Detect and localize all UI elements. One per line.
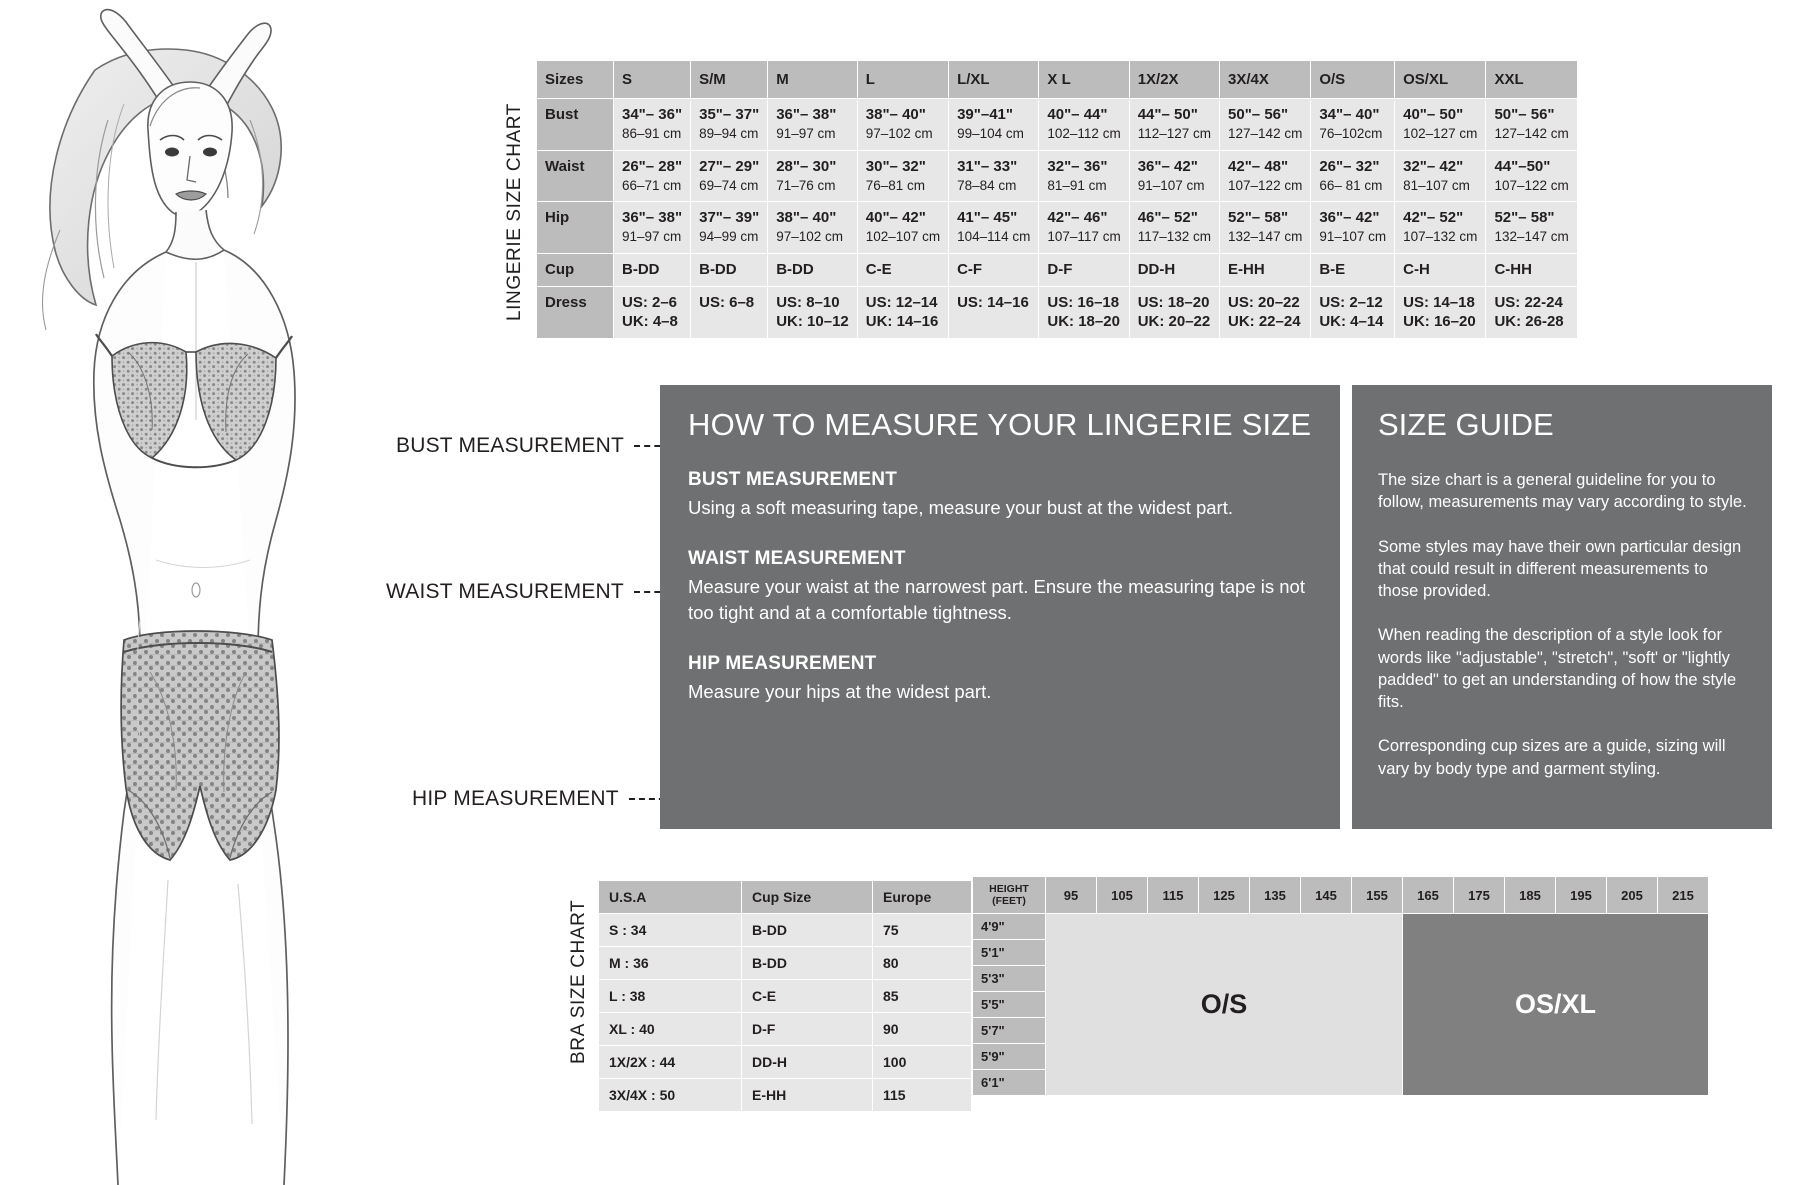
lingerie-header-0: Sizes — [537, 61, 614, 99]
value-cm: 76–81 cm — [865, 177, 926, 193]
table-header-row — [973, 877, 1709, 914]
bust-cell-3x4x — [1220, 99, 1311, 150]
row-label-dress: Dress — [537, 287, 614, 339]
hip-cell-os — [1311, 202, 1395, 253]
value-inches: 44"–50" — [1494, 157, 1551, 175]
waist-cell-os — [1311, 150, 1395, 201]
value-inches: 30"– 32" — [865, 157, 926, 175]
bust-cell-l — [857, 99, 948, 150]
value-inches: 36"– 38" — [776, 106, 837, 124]
value-cm: 66– 81 cm — [1319, 177, 1383, 193]
dress-cell-sm — [691, 287, 768, 339]
value-uk: UK: 18–20 — [1047, 313, 1120, 331]
bust-cell-os — [1311, 99, 1395, 150]
value-inches: 42"– 52" — [1403, 209, 1464, 227]
lingerie-header-11: XXL — [1486, 61, 1577, 99]
bust-cell-xl — [1039, 99, 1129, 150]
value-cm: 102–112 cm — [1047, 126, 1121, 142]
value-cm: 107–122 cm — [1228, 177, 1303, 193]
weight-col-3: 125 — [1199, 877, 1250, 914]
bust-cell-sm — [691, 99, 768, 150]
dress-cell-s — [614, 287, 691, 339]
value-inches: 36"– 38" — [622, 209, 683, 227]
value-cm: 104–114 cm — [957, 229, 1031, 245]
value-inches: 42"– 46" — [1047, 209, 1108, 227]
weight-col-10: 195 — [1556, 877, 1607, 914]
bra-cup-0: B-DD — [742, 914, 873, 947]
waist-cell-xl — [1039, 150, 1129, 201]
table-row — [537, 99, 1578, 150]
value-inches: 31"– 33" — [957, 157, 1018, 175]
value-cm: 86–91 cm — [622, 126, 682, 142]
value-us: US: 14–18 — [1403, 294, 1475, 312]
size-guide-paragraph-2: Some styles may have their own particular design that could result in different measurements to those provided. — [1378, 537, 1742, 601]
value-cm: 89–94 cm — [699, 126, 759, 142]
value-us: US: 2–6 — [622, 294, 678, 312]
weight-col-8: 175 — [1454, 877, 1505, 914]
dress-cell-xl — [1039, 287, 1129, 339]
lingerie-header-10: OS/XL — [1395, 61, 1486, 99]
value-inches: 46"– 52" — [1137, 209, 1198, 227]
bra-size-chart-table — [598, 880, 972, 1112]
stockings-corner-label — [973, 877, 1046, 914]
value-cm: 81–91 cm — [1047, 177, 1107, 193]
value-cm: 127–142 cm — [1228, 126, 1303, 142]
hip-cell-osxl — [1395, 202, 1486, 253]
bust-cell-xxl — [1486, 99, 1577, 150]
value: D-F — [1047, 260, 1073, 278]
value-inches: 50"– 56" — [1228, 106, 1289, 124]
value-uk: UK: 20–22 — [1137, 313, 1211, 331]
value-inches: 36"– 42" — [1319, 209, 1380, 227]
value: B-DD — [622, 260, 660, 278]
value-inches: 32"– 36" — [1047, 157, 1108, 175]
cup-cell-sm — [691, 253, 768, 287]
cup-cell-l — [857, 253, 948, 287]
value-cm: 112–127 cm — [1137, 126, 1212, 142]
value: B-DD — [699, 260, 737, 278]
dress-cell-lxl — [949, 287, 1039, 339]
waist-cell-sm — [691, 150, 768, 201]
table-row — [537, 253, 1578, 287]
cup-cell-m — [768, 253, 858, 287]
dress-cell-osxl — [1395, 287, 1486, 339]
value-cm: 69–74 cm — [699, 177, 759, 193]
table-row — [599, 1079, 972, 1112]
value: B-E — [1319, 260, 1346, 278]
hip-measurement-label: HIP MEASUREMENT — [412, 787, 619, 810]
value-uk: UK: 10–12 — [776, 313, 849, 331]
lingerie-header-4: L — [857, 61, 948, 99]
bust-cell-s — [614, 99, 691, 150]
size-guide-title: SIZE GUIDE — [1378, 407, 1554, 442]
bra-usa-0: S : 34 — [599, 914, 742, 947]
dress-cell-xxl — [1486, 287, 1577, 339]
value-inches: 38"– 40" — [865, 106, 926, 124]
table-row — [599, 1013, 972, 1046]
value-cm: 71–76 cm — [776, 177, 836, 193]
dress-cell-m — [768, 287, 858, 339]
bra-cup-5: E-HH — [742, 1079, 873, 1112]
weight-col-2: 115 — [1148, 877, 1199, 914]
value-inches: 34"– 36" — [622, 106, 683, 124]
table-row — [537, 287, 1578, 339]
stockings-band-osxl: OS/XL — [1403, 914, 1709, 1096]
row-label-waist: Waist — [537, 150, 614, 201]
weight-col-1: 105 — [1097, 877, 1148, 914]
waist-cell-1x2x — [1129, 150, 1219, 201]
weight-col-6: 155 — [1352, 877, 1403, 914]
cup-cell-xxl — [1486, 253, 1577, 287]
bust-cell-m — [768, 99, 858, 150]
value-cm: 117–132 cm — [1137, 229, 1212, 245]
lingerie-header-7: 1X/2X — [1129, 61, 1219, 99]
weight-col-9: 185 — [1505, 877, 1556, 914]
value-inches: 40"– 44" — [1047, 106, 1108, 124]
bra-cup-4: DD-H — [742, 1046, 873, 1079]
value-cm: 107–117 cm — [1047, 229, 1121, 245]
value-cm: 91–107 cm — [1137, 177, 1205, 193]
hip-cell-1x2x — [1129, 202, 1219, 253]
lingerie-header-9: O/S — [1311, 61, 1395, 99]
size-guide-paragraph-3: When reading the description of a style look for words like "adjustable", "stretch", "soft' or "lightly padded" to get an understanding of how the style fits. — [1378, 626, 1737, 712]
row-label-hip: Hip — [537, 202, 614, 253]
how-to-measure-panel — [660, 385, 1340, 829]
bra-cup-1: B-DD — [742, 947, 873, 980]
bust-cell-1x2x — [1129, 99, 1219, 150]
stockings-size-chart-table — [972, 876, 1709, 1096]
value-cm: 102–127 cm — [1403, 126, 1478, 142]
value-uk: UK: 14–16 — [865, 313, 939, 331]
dress-cell-l — [857, 287, 948, 339]
bra-europe-3: 90 — [873, 1013, 972, 1046]
value-uk: UK: 22–24 — [1228, 313, 1301, 331]
bra-usa-5: 3X/4X : 50 — [599, 1079, 742, 1112]
waist-cell-osxl — [1395, 150, 1486, 201]
hip-cell-sm — [691, 202, 768, 253]
value-cm: 78–84 cm — [957, 177, 1017, 193]
value: C-HH — [1494, 260, 1532, 278]
value-inches: 26"– 32" — [1319, 157, 1380, 175]
height-row-2: 5'3" — [973, 966, 1046, 992]
lingerie-size-chart-table — [536, 60, 1578, 339]
value-inches: 41"– 45" — [957, 209, 1018, 227]
lingerie-header-6: X L — [1039, 61, 1129, 99]
height-label-line1: HEIGHT — [989, 882, 1029, 895]
table-row — [599, 914, 972, 947]
value-cm: 91–97 cm — [622, 229, 682, 245]
value-cm: 127–142 cm — [1494, 126, 1569, 142]
value-inches: 27"– 29" — [699, 157, 760, 175]
cup-cell-xl — [1039, 253, 1129, 287]
cup-cell-osxl — [1395, 253, 1486, 287]
value-cm: 97–102 cm — [776, 229, 844, 245]
height-row-1: 5'1" — [973, 940, 1046, 966]
table-row — [537, 150, 1578, 201]
value-inches: 32"– 42" — [1403, 157, 1464, 175]
value-inches: 26"– 28" — [622, 157, 683, 175]
value-us: US: 16–18 — [1047, 294, 1120, 312]
value-inches: 28"– 30" — [776, 157, 837, 175]
value-inches: 50"– 56" — [1494, 106, 1555, 124]
value-cm: 91–107 cm — [1319, 229, 1387, 245]
waist-cell-3x4x — [1220, 150, 1311, 201]
cup-cell-os — [1311, 253, 1395, 287]
table-row — [599, 980, 972, 1013]
value-inches: 36"– 42" — [1137, 157, 1198, 175]
value: DD-H — [1137, 260, 1176, 278]
waist-cell-m — [768, 150, 858, 201]
value-inches: 38"– 40" — [776, 209, 837, 227]
weight-col-4: 135 — [1250, 877, 1301, 914]
bra-header-usa: U.S.A — [599, 881, 742, 914]
height-row-6: 6'1" — [973, 1070, 1046, 1096]
lingerie-header-8: 3X/4X — [1220, 61, 1311, 99]
cup-cell-1x2x — [1129, 253, 1219, 287]
table-row — [973, 914, 1709, 940]
cup-cell-s — [614, 253, 691, 287]
bra-europe-4: 100 — [873, 1046, 972, 1079]
bra-usa-2: L : 38 — [599, 980, 742, 1013]
lingerie-header-5: L/XL — [949, 61, 1039, 99]
value-cm: 94–99 cm — [699, 229, 759, 245]
value: B-DD — [776, 260, 814, 278]
value-cm: 99–104 cm — [957, 126, 1024, 142]
bra-usa-1: M : 36 — [599, 947, 742, 980]
hip-cell-lxl — [949, 202, 1039, 253]
size-guide-paragraph-1: The size chart is a general guideline for you to follow, measurements may vary according to style. — [1378, 471, 1747, 512]
waist-cell-lxl — [949, 150, 1039, 201]
waist-cell-s — [614, 150, 691, 201]
weight-col-0: 95 — [1046, 877, 1097, 914]
height-row-4: 5'7" — [973, 1018, 1046, 1044]
table-row — [599, 947, 972, 980]
bra-header-cup-size: Cup Size — [742, 881, 873, 914]
lingerie-header-1: S — [614, 61, 691, 99]
value-inches: 44"– 50" — [1137, 106, 1198, 124]
height-row-3: 5'5" — [973, 992, 1046, 1018]
waist-measurement-text: Measure your waist at the narrowest part. Ensure the measuring tape is not too tight and at a comfortable tightness. — [688, 576, 1305, 623]
value-inches: 52"– 58" — [1494, 209, 1555, 227]
waist-cell-xxl — [1486, 150, 1577, 201]
value-inches: 42"– 48" — [1228, 157, 1289, 175]
table-header-row — [537, 61, 1578, 99]
value-us: US: 20–22 — [1228, 294, 1300, 312]
value: E-HH — [1228, 260, 1265, 278]
value-cm: 102–107 cm — [865, 229, 941, 245]
bust-measurement-label: BUST MEASUREMENT — [396, 434, 625, 457]
value-uk: UK: 16–20 — [1403, 313, 1476, 331]
value-cm: 107–132 cm — [1403, 229, 1478, 245]
hip-cell-s — [614, 202, 691, 253]
value-inches: 40"– 50" — [1403, 106, 1464, 124]
value-us: US: 2–12 — [1319, 294, 1383, 312]
value-inches: 40"– 42" — [865, 209, 926, 227]
row-label-cup: Cup — [537, 253, 614, 287]
cup-cell-3x4x — [1220, 253, 1311, 287]
value-cm: 107–122 cm — [1494, 177, 1569, 193]
table-row — [537, 202, 1578, 253]
bra-header-europe: Europe — [873, 881, 972, 914]
dress-cell-os — [1311, 287, 1395, 339]
how-to-measure-title: HOW TO MEASURE YOUR LINGERIE SIZE — [688, 407, 1312, 442]
value-inches: 39"–41" — [957, 106, 1014, 124]
value-inches: 35"– 37" — [699, 106, 760, 124]
hip-cell-m — [768, 202, 858, 253]
value-cm: 97–102 cm — [865, 126, 933, 142]
value: C-H — [1403, 260, 1430, 278]
value-cm: 132–147 cm — [1228, 229, 1303, 245]
bra-europe-2: 85 — [873, 980, 972, 1013]
cup-cell-lxl — [949, 253, 1039, 287]
value-us: US: 22-24 — [1494, 294, 1563, 312]
bra-europe-5: 115 — [873, 1079, 972, 1112]
value-cm: 76–102cm — [1319, 126, 1383, 142]
bust-measurement-text: Using a soft measuring tape, measure your bust at the widest part. — [688, 497, 1234, 518]
bust-measurement-heading: BUST MEASUREMENT — [688, 469, 898, 490]
value: C-E — [865, 260, 892, 278]
hip-cell-3x4x — [1220, 202, 1311, 253]
value-us: US: 12–14 — [865, 294, 938, 312]
bra-cup-2: C-E — [742, 980, 873, 1013]
lingerie-header-2: S/M — [691, 61, 768, 99]
size-guide-paragraph-4: Corresponding cup sizes are a guide, sizing will vary by body type and garment styling. — [1378, 737, 1726, 778]
hip-cell-xl — [1039, 202, 1129, 253]
waist-cell-l — [857, 150, 948, 201]
value-uk: UK: 4–8 — [622, 313, 678, 331]
hip-measurement-text: Measure your hips at the widest part. — [688, 681, 992, 703]
bra-cup-3: D-F — [742, 1013, 873, 1046]
lingerie-header-3: M — [768, 61, 858, 99]
bust-cell-osxl — [1395, 99, 1486, 150]
table-row — [599, 1046, 972, 1079]
value-us: US: 8–10 — [776, 294, 840, 312]
value-inches: 34"– 40" — [1319, 106, 1380, 124]
value: C-F — [957, 260, 983, 278]
value-cm: 66–71 cm — [622, 177, 682, 193]
value-inches: 52"– 58" — [1228, 209, 1289, 227]
stockings-band-os: O/S — [1046, 914, 1403, 1096]
bra-usa-3: XL : 40 — [599, 1013, 742, 1046]
height-row-5: 5'9" — [973, 1044, 1046, 1070]
waist-measurement-heading: WAIST MEASUREMENT — [688, 548, 906, 570]
value-inches: 37"– 39" — [699, 209, 760, 227]
table-header-row — [599, 881, 972, 914]
lingerie-size-chart-vertical-label: LINGERIE SIZE CHART — [504, 103, 525, 321]
value-cm: 91–97 cm — [776, 126, 836, 142]
weight-col-7: 165 — [1403, 877, 1454, 914]
bra-europe-1: 80 — [873, 947, 972, 980]
weight-col-11: 205 — [1607, 877, 1658, 914]
hip-cell-l — [857, 202, 948, 253]
value-cm: 81–107 cm — [1403, 177, 1470, 193]
bra-europe-0: 75 — [873, 914, 972, 947]
value-us: US: 18–20 — [1137, 294, 1210, 312]
value-us: US: 6–8 — [699, 294, 755, 312]
value-us: US: 14–16 — [957, 294, 1029, 312]
dress-cell-3x4x — [1220, 287, 1311, 339]
size-guide-panel — [1352, 385, 1772, 829]
bra-size-chart-vertical-label: BRA SIZE CHART — [568, 899, 589, 1065]
row-label-bust: Bust — [537, 99, 614, 150]
value-uk: UK: 4–14 — [1319, 313, 1384, 331]
weight-col-12: 215 — [1658, 877, 1709, 914]
value-cm: 132–147 cm — [1494, 229, 1569, 245]
hip-measurement-heading: HIP MEASUREMENT — [688, 653, 877, 675]
value-uk: UK: 26-28 — [1494, 313, 1564, 331]
hip-cell-xxl — [1486, 202, 1577, 253]
height-row-0: 4'9" — [973, 914, 1046, 940]
bra-usa-4: 1X/2X : 44 — [599, 1046, 742, 1079]
bust-cell-lxl — [949, 99, 1039, 150]
waist-measurement-label: WAIST MEASUREMENT — [386, 580, 624, 603]
weight-col-5: 145 — [1301, 877, 1352, 914]
dress-cell-1x2x — [1129, 287, 1219, 339]
height-label-line2: (FEET) — [992, 895, 1026, 907]
